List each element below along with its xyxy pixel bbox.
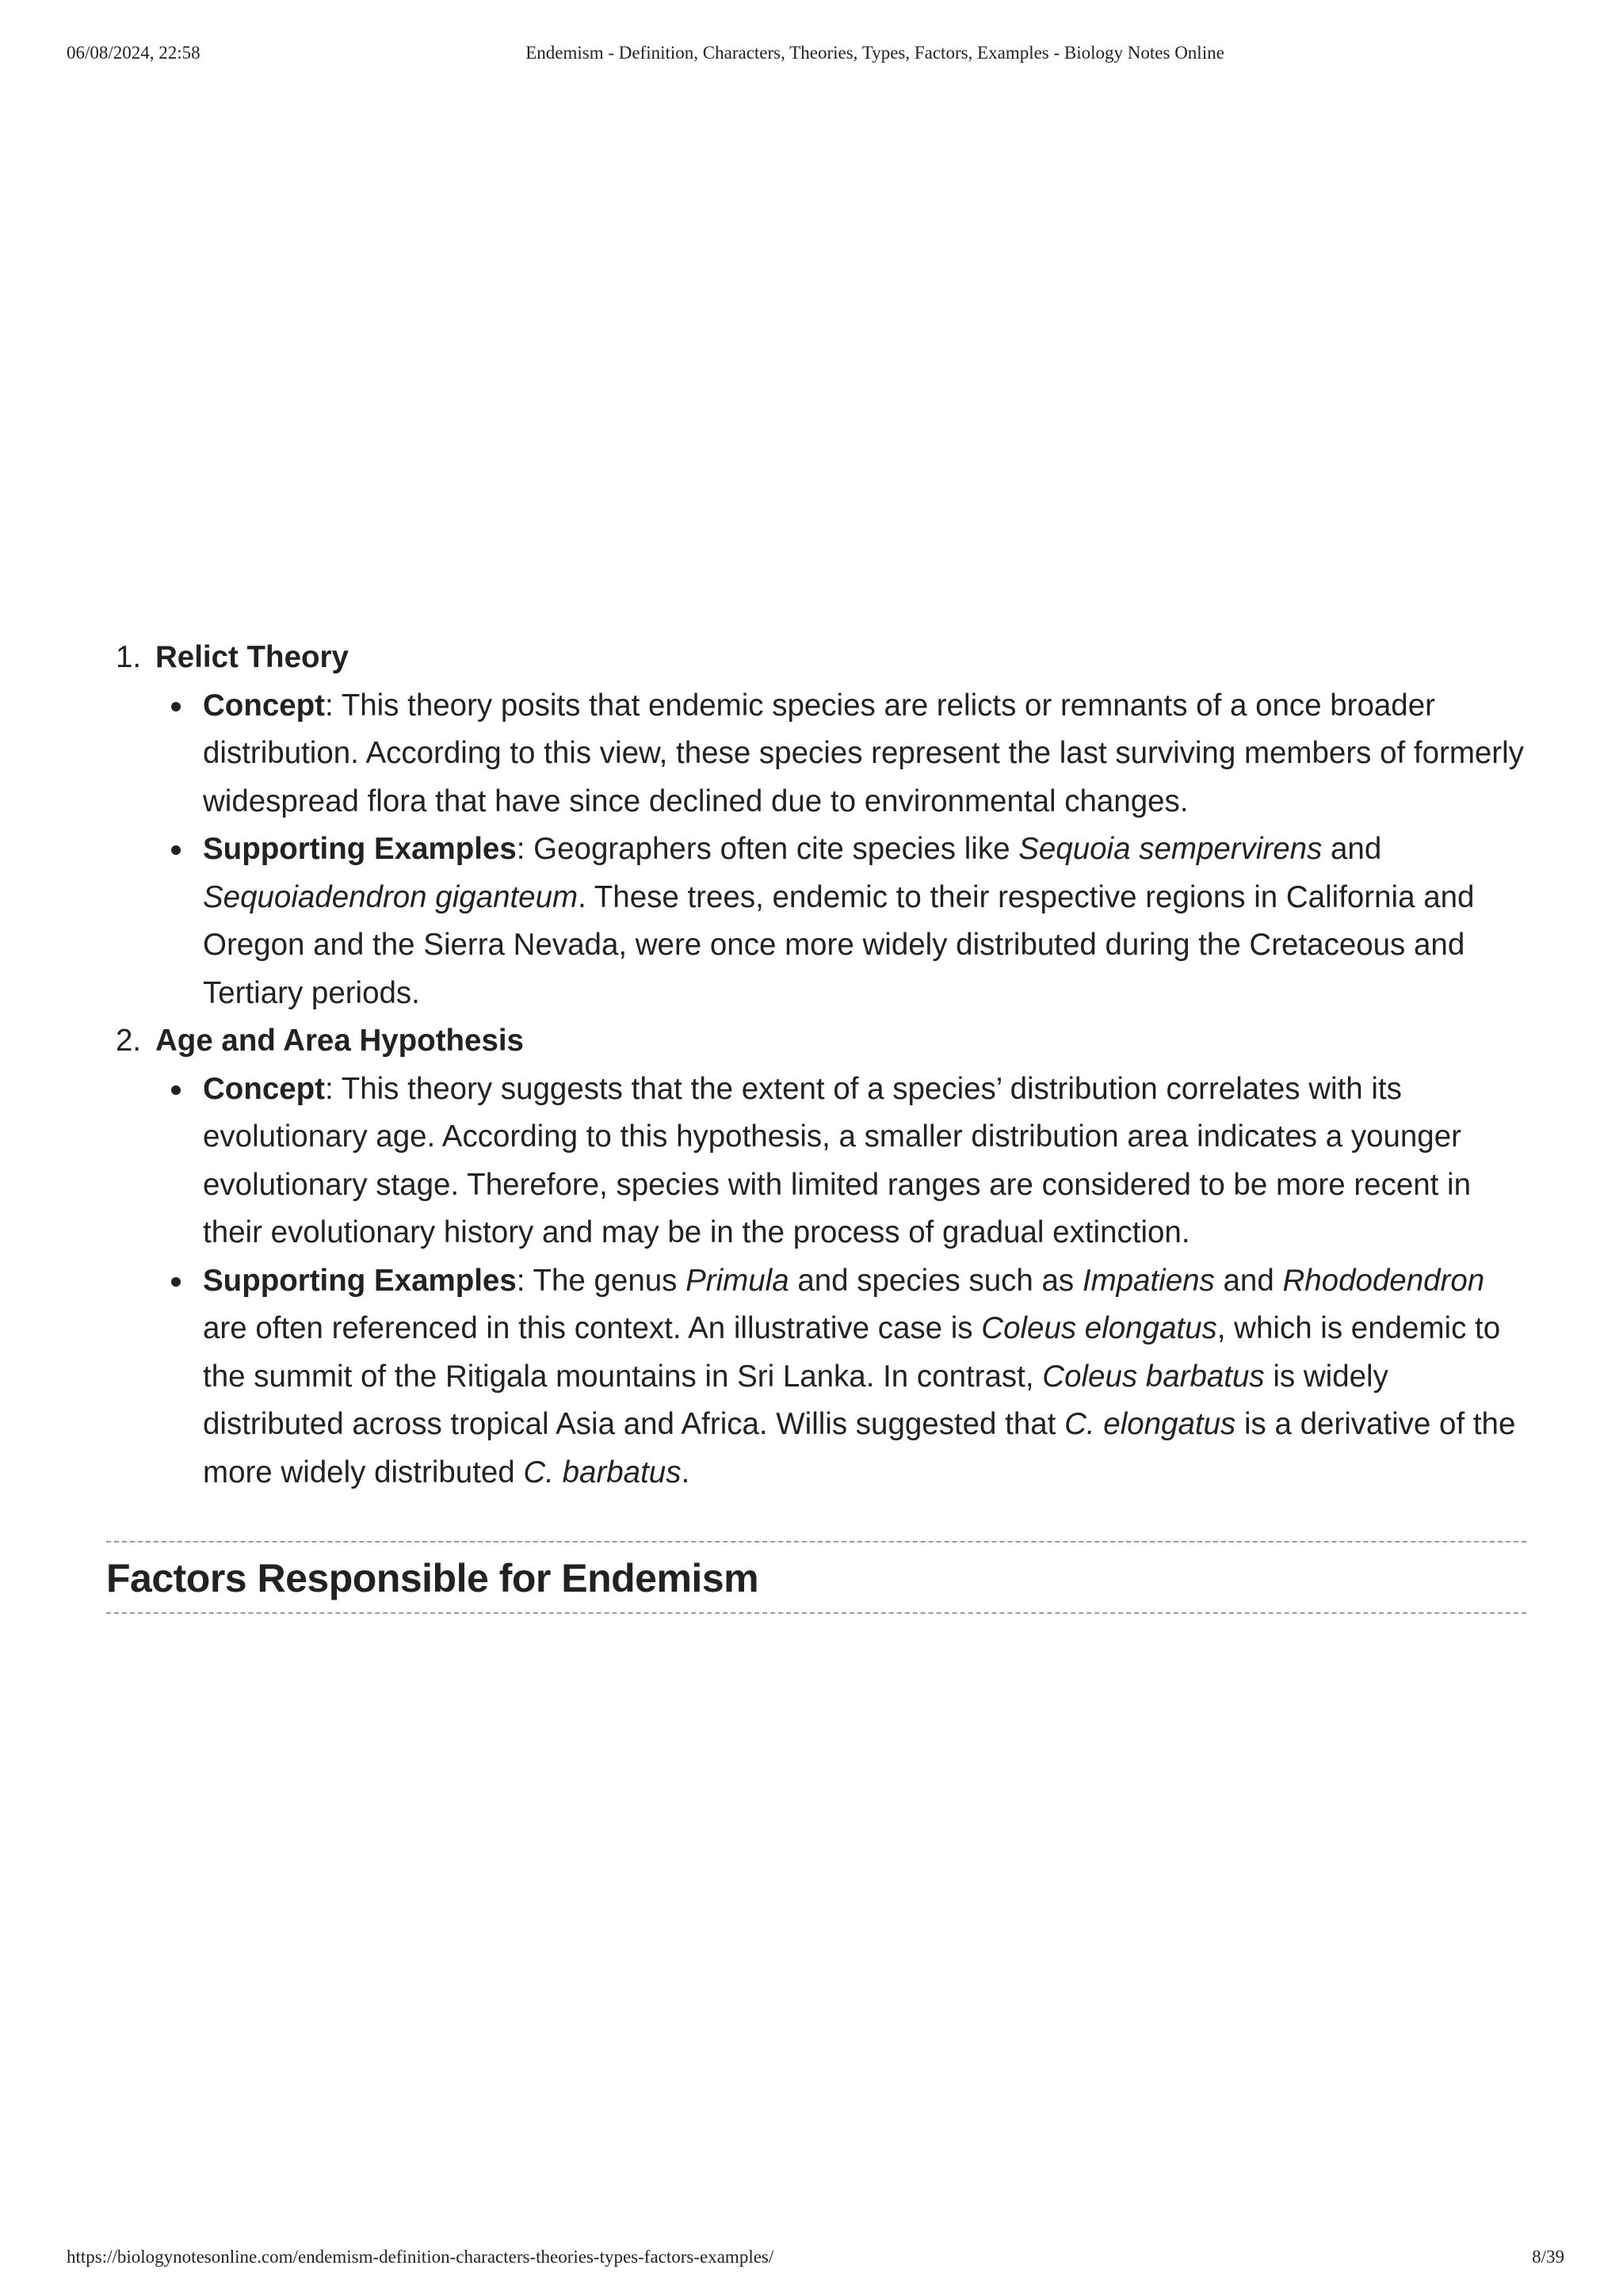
theory-number: 2. xyxy=(116,1024,142,1058)
examples-text: . xyxy=(681,1455,690,1489)
page-number: 8/39 xyxy=(1532,2247,1564,2267)
theory-item-age-and-area xyxy=(106,1017,1533,1497)
theory-title: Relict Theory xyxy=(155,640,349,674)
examples-text: are often referenced in this context. An illustrative case is xyxy=(203,1311,982,1345)
section-heading xyxy=(106,1541,1526,1614)
concept-point: Concept: This theory posits that endemic species are relicts or remnants of a once broader distribution. According to this view, these species represent the last surviving members of formerly widespread flora that have since declined due to environmental changes. xyxy=(155,682,1533,826)
genus-name: Primula xyxy=(685,1263,789,1298)
theory-item-relict xyxy=(106,634,1533,1017)
examples-text: Geographers often cite species like xyxy=(533,832,1019,866)
concept-label: Concept xyxy=(203,1071,325,1106)
concept-label: Concept xyxy=(203,688,325,723)
bullet-icon xyxy=(171,702,181,711)
examples-text: The genus xyxy=(533,1263,686,1298)
examples-label: Supporting Examples xyxy=(203,1263,517,1298)
bullet-icon xyxy=(171,1085,181,1095)
examples-text: , which is endemic to the summit of the Ritigala mountains in Sri Lanka. In contrast, xyxy=(203,1311,1501,1394)
species-name: C. elongatus xyxy=(1064,1407,1236,1441)
concept-text: This theory suggests that the extent of a species’ distribution correlates with its evolutionary age. According to this hypothesis, a smaller distribution area indicates a younger evolutionary stage. Therefore, species with limited ranges are considered to be more recent in their evolutionary history and may be in the process of gradual extinction. xyxy=(203,1071,1472,1249)
concept-point: Concept: This theory suggests that the extent of a species’ distribution correlates with its evolutionary age. According to this hypothesis, a smaller distribution area indicates a younger evolutionary stage. Therefore, species with limited ranges are considered to be more recent in their evolutionary history and may be in the process of gradual extinction. xyxy=(155,1066,1533,1257)
examples-text: is widely distributed across tropical Asia and Africa. Willis suggested that xyxy=(203,1359,1388,1441)
genus-name: Rhododendron xyxy=(1282,1263,1485,1298)
print-url: https://biologynotesonline.com/endemism-definition-characters-theories-types-factors-examples/ xyxy=(67,2247,774,2267)
theory-points xyxy=(155,682,1533,1018)
print-page-title: Endemism - Definition, Characters, Theories, Types, Factors, Examples - Biology Notes Online xyxy=(525,43,1224,63)
examples-label: Supporting Examples xyxy=(203,832,517,866)
examples-point: Supporting Examples: The genus Primula and species such as Impatiens and Rhododendron are often referenced in this context. An illustrative case is Coleus elongatus, which is endemic to the summit of the Ritigala mountains in Sri Lanka. In contrast, Coleus barbatus is widely distributed across tropical Asia and Africa. Willis suggested that C. elongatus is a derivative of the more widely distributed C. barbatus. xyxy=(155,1257,1533,1497)
article-content xyxy=(106,634,1533,1497)
bullet-icon xyxy=(171,845,181,855)
bullet-icon xyxy=(171,1277,181,1287)
examples-text: . These trees, endemic to their respective regions in California and Oregon and the Sierra Nevada, were once more widely distributed during the Cretaceous and Tertiary periods. xyxy=(203,879,1475,1010)
theory-number: 1. xyxy=(116,640,142,674)
species-name: C. barbatus xyxy=(523,1455,682,1489)
species-name: Coleus barbatus xyxy=(1042,1359,1265,1394)
genus-name: Impatiens xyxy=(1082,1263,1215,1298)
theories-list xyxy=(106,634,1533,1497)
print-header xyxy=(0,43,1623,67)
examples-point: Supporting Examples: Geographers often cite species like Sequoia sempervirens and Sequoiadendron giganteum. These trees, endemic to their respective regions in California and Oregon and the Sierra Nevada, were once more widely distributed during the Cretaceous and Tertiary periods. xyxy=(155,826,1533,1017)
examples-text: and xyxy=(1214,1263,1283,1298)
theory-title: Age and Area Hypothesis xyxy=(155,1024,524,1058)
examples-text: and xyxy=(1322,832,1382,866)
section-title: Factors Responsible for Endemism xyxy=(106,1556,759,1600)
species-name: Sequoia sempervirens xyxy=(1018,832,1323,866)
examples-text: and species such as xyxy=(789,1263,1083,1298)
examples-text: is a derivative of the more widely distributed xyxy=(203,1407,1516,1489)
species-name: Coleus elongatus xyxy=(981,1311,1217,1345)
print-datetime: 06/08/2024, 22:58 xyxy=(67,43,200,63)
species-name: Sequoiadendron giganteum xyxy=(203,879,579,914)
print-footer xyxy=(0,2247,1623,2271)
concept-text: This theory posits that endemic species are relicts or remnants of a once broader distribution. According to this view, these species represent the last surviving members of formerly widespread flora that have since declined due to environmental changes. xyxy=(203,688,1524,818)
theory-points xyxy=(155,1066,1533,1497)
